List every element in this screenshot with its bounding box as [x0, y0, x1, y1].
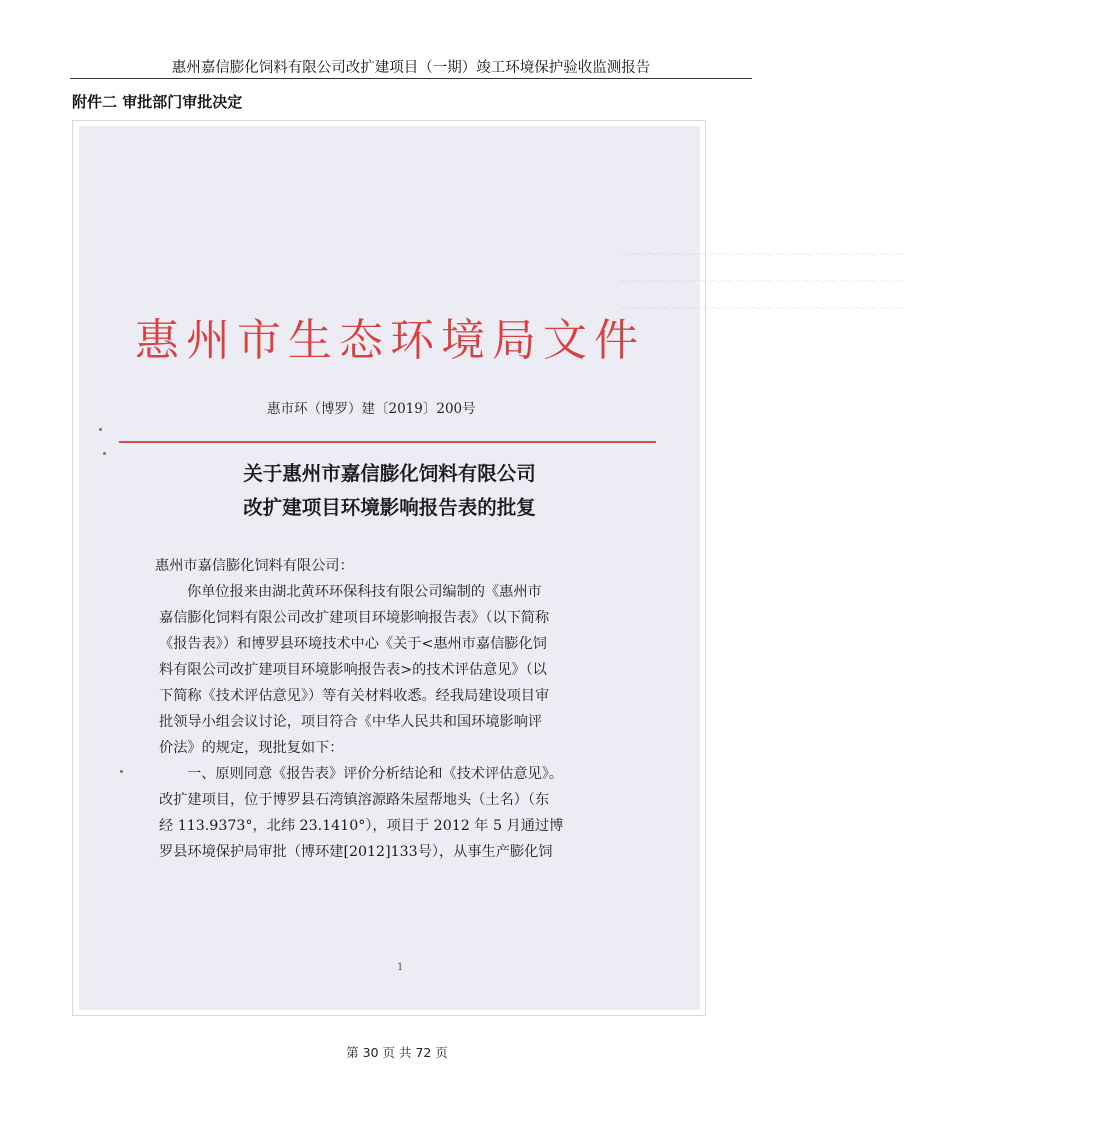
body-line: 罗县环境保护局审批（博环建[2012]133号），从事生产膨化饲 [159, 844, 553, 860]
body-line: 下简称《技术评估意见》）等有关材料收悉。经我局建设项目审 [159, 688, 550, 704]
body-line: 价法》的规定，现批复如下： [159, 740, 344, 756]
document-body [155, 553, 629, 865]
body-line: 一、原则同意《报告表》评价分析结论和《技术评估意见》。 [187, 766, 563, 782]
punch-dot [99, 428, 102, 431]
body-line: 改扩建项目，位于博罗县石湾镇溶源路朱屋帮地头（土名）（东 [159, 792, 550, 808]
header-rule [70, 78, 752, 79]
body-line: 批领导小组会议讨论，项目符合《中华人民共和国环境影响评 [159, 714, 543, 730]
document-number: 惠市环（博罗）建〔2019〕200号 [267, 401, 476, 417]
red-divider [119, 441, 656, 443]
body-line: 你单位报来由湖北黄环环保科技有限公司编制的《惠州市 [187, 584, 542, 600]
scanned-document [79, 126, 906, 1010]
punch-dot [120, 770, 123, 773]
salutation: 惠州市嘉信膨化饲料有限公司： [155, 558, 354, 574]
body-line: 嘉信膨化饲料有限公司改扩建项目环境影响报告表》（以下简称 [159, 610, 550, 626]
body-line: 《报告表》）和博罗县环境技术中心《关于<惠州市嘉信膨化饲 [159, 636, 547, 652]
bureau-red-header: 惠州市生态环境局文件 [135, 315, 645, 366]
document-title-line-1: 关于惠州市嘉信膨化饲料有限公司 [243, 462, 536, 485]
scan-page-mark: 1 [397, 962, 404, 973]
document-title-line-2: 改扩建项目环境影响报告表的批复 [243, 496, 536, 519]
annex-title: 附件二 审批部门审批决定 [72, 93, 243, 111]
body-line: 料有限公司改扩建项目环境影响报告表>的技术评估意见》（以 [159, 662, 547, 678]
punch-dot [103, 452, 106, 455]
running-header: 惠州嘉信膨化饲料有限公司改扩建项目（一期）竣工环境保护验收监测报告 [171, 60, 651, 76]
page-footer: 第 30 页 共 72 页 [346, 1045, 448, 1060]
bleed-through-texture: ～～～～～～～～～～～～～～～～～～～～～～ ～～～～～～～～～～～～～～～～～～～～～～ ～～～～～～～～～～～～～～～～～～～～～～ [619, 248, 906, 317]
body-line: 经 113.9373°，北纬 23.1410°），项目于 2012 年 5 月通过博 [159, 818, 564, 834]
